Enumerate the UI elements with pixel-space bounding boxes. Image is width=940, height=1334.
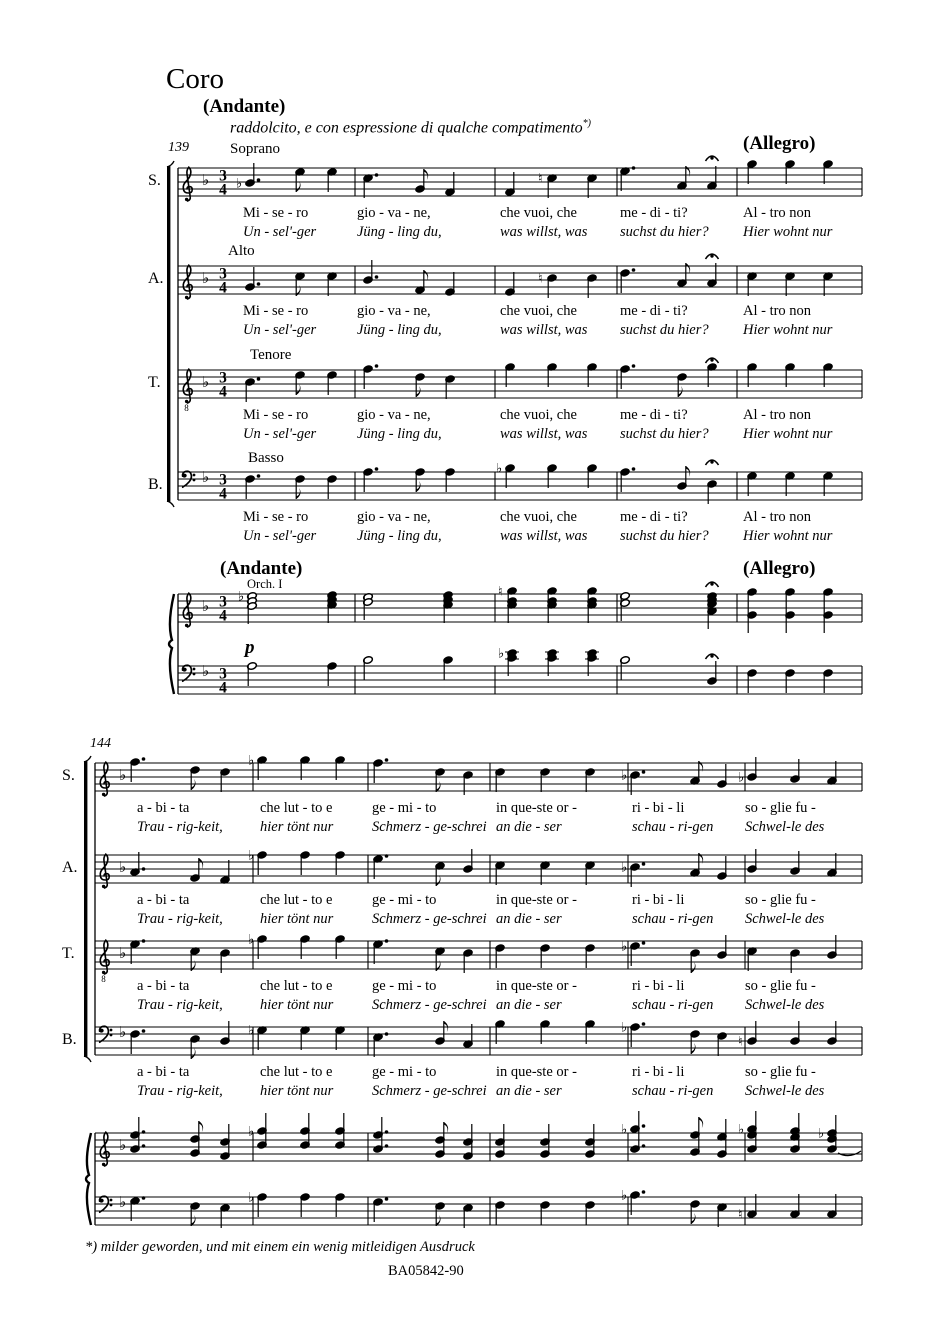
lyric-syllable-german: Schwel-le des [745,997,825,1013]
lyric-syllable-german: Un - sel'-ger [243,528,317,544]
tempo-allegro-1: (Allegro) [743,133,816,154]
accidental-icon: ♭ [621,1020,628,1036]
staff-label-a-sys2: A. [62,859,78,876]
footnote: *) milder geworden, und mit einem ein wenig mitleidigen Ausdruck [85,1239,475,1255]
staff-soprano-sys1 [178,156,862,201]
measure-number-144: 144 [90,736,111,751]
svg-text:3: 3 [219,369,227,387]
lyric-syllable-italian: che lut - to e [260,800,333,816]
lyric-syllable-italian: ri - bi - li [632,1064,685,1080]
staff-tenore-sys2 [95,933,862,985]
lyric-syllable-italian: a - bi - ta [137,800,190,816]
lyric-syllable-italian: so - glie fu - [745,1064,816,1080]
flat-key-signature-icon: ♭ [202,171,210,189]
lyric-syllable-german: Un - sel'-ger [243,322,317,338]
staff-label-t-sys2: T. [62,945,75,962]
svg-text:3: 3 [219,265,227,283]
choir-bracket [167,161,174,507]
lyric-syllable-german: schau - ri-gen [632,1083,714,1099]
staff-label-t-sys1: T. [148,374,161,391]
measure-number-139: 139 [168,140,189,155]
lyric-syllable-german: an die - ser [496,911,562,927]
voice-name-soprano: Soprano [230,141,280,157]
lyric-syllable-german: Trau - rig-keit, [137,997,223,1013]
lyric-syllable-italian: gio - va - ne, [357,303,431,319]
lyric-syllable-italian: gio - va - ne, [357,509,431,525]
accidental-icon: ♮ [738,1034,743,1050]
lyric-syllable-italian: ri - bi - li [632,978,685,994]
lyric-syllable-german: Hier wohnt nur [743,426,833,442]
accidental-icon: ♮ [538,271,543,287]
lyric-syllable-italian: Mi - se - ro [243,509,309,525]
lyric-syllable-italian: me - di - ti? [620,509,688,525]
staff-orch-lh-sys2 [95,1189,862,1229]
lyric-syllable-german: an die - ser [496,997,562,1013]
flat-key-signature-icon: ♭ [119,1136,127,1154]
lyric-syllable-german: was willst, was [500,528,588,544]
lyric-syllable-italian: che lut - to e [260,892,333,908]
plate-number: BA05842-90 [388,1263,464,1279]
svg-text:3: 3 [219,665,227,683]
lyric-syllable-german: was willst, was [500,322,588,338]
lyric-syllable-italian: in que-ste or - [496,978,577,994]
lyric-syllable-italian: a - bi - ta [137,978,190,994]
lyric-syllable-italian: so - glie fu - [745,800,816,816]
staff-tenore-sys1 [178,358,862,413]
staff-label-b-sys1: B. [148,476,163,493]
lyric-syllable-italian: che lut - to e [260,978,333,994]
lyric-syllable-italian: me - di - ti? [620,205,688,221]
lyric-syllable-german: Schmerz - ge-schrei [372,819,487,835]
svg-text:8: 8 [101,974,106,984]
flat-key-signature-icon: ♭ [202,269,210,287]
lyric-syllable-german: Jüng - ling du, [357,322,442,338]
lyric-syllable-italian: ge - mi - to [372,978,437,994]
flat-key-signature-icon: ♭ [119,944,127,962]
lyric-syllable-italian: Al - tro non [743,407,812,423]
svg-text:3: 3 [219,471,227,489]
lyric-syllable-german: Hier wohnt nur [743,224,833,240]
flat-key-signature-icon: ♭ [119,1023,127,1041]
dynamic-piano: p [245,637,255,658]
staff-basso-sys2 [95,1020,862,1059]
accidental-icon: ♭ [738,1122,745,1138]
lyric-syllable-german: suchst du hier? [620,322,709,338]
lyric-syllable-italian: Al - tro non [743,205,812,221]
lyric-syllable-italian: che lut - to e [260,1064,333,1080]
voice-name-alto: Alto [228,243,255,259]
staff-orch-lh-sys1 [178,647,862,697]
staff-alto-sys2 [95,849,862,889]
expression-footnote-mark: *) [582,118,592,129]
flat-key-signature-icon: ♭ [202,662,210,680]
lyric-syllable-german: Schwel-le des [745,819,825,835]
accidental-icon: ♭ [498,646,505,662]
lyric-syllable-italian: ge - mi - to [372,1064,437,1080]
lyric-syllable-italian: Al - tro non [743,509,812,525]
accidental-icon: ♭ [621,1122,628,1138]
lyric-syllable-german: Schwel-le des [745,911,825,927]
svg-text:3: 3 [219,593,227,611]
lyric-syllable-italian: che vuoi, che [500,303,577,319]
lyric-syllable-german: suchst du hier? [620,528,709,544]
lyric-syllable-italian: me - di - ti? [620,303,688,319]
lyric-syllable-italian: so - glie fu - [745,892,816,908]
lyric-syllable-italian: che vuoi, che [500,407,577,423]
page-title: Coro [166,63,224,95]
lyric-syllable-german: Trau - rig-keit, [137,819,223,835]
svg-text:3: 3 [219,167,227,185]
lyric-syllable-italian: Mi - se - ro [243,303,309,319]
lyric-syllable-italian: Mi - se - ro [243,205,309,221]
lyric-syllable-italian: che vuoi, che [500,509,577,525]
lyric-syllable-italian: Al - tro non [743,303,812,319]
choir-bracket [84,756,91,1062]
accidental-icon: ♭ [738,770,745,786]
lyric-syllable-italian: so - glie fu - [745,978,816,994]
piano-brace [86,1133,91,1225]
staff-alto-sys1 [178,254,862,299]
accidental-icon: ♭ [621,939,628,955]
flat-key-signature-icon: ♭ [202,597,210,615]
accidental-icon: ♭ [248,753,255,769]
tempo-andante-2: (Andante) [220,558,303,579]
lyric-syllable-german: Trau - rig-keit, [137,1083,223,1099]
accidental-icon: ♭ [236,176,243,192]
lyric-syllable-german: Schwel-le des [745,1083,825,1099]
lyric-syllable-german: Schmerz - ge-schrei [372,997,487,1013]
lyric-syllable-german: schau - ri-gen [632,911,714,927]
lyric-syllable-german: was willst, was [500,426,588,442]
accidental-icon: ♭ [248,1190,255,1206]
lyric-syllable-german: hier tönt nur [260,819,334,835]
accidental-icon: ♮ [498,584,503,600]
lyric-syllable-italian: ri - bi - li [632,892,685,908]
expression-main: raddolcito, e con espressione di qualche compatimento [230,119,583,137]
accidental-icon: ♭ [496,461,503,477]
lyric-syllable-italian: me - di - ti? [620,407,688,423]
lyric-syllable-german: Hier wohnt nur [743,528,833,544]
lyric-syllable-german: hier tönt nur [260,1083,334,1099]
lyric-syllable-german: Jüng - ling du, [357,224,442,240]
accidental-icon: ♮ [738,1207,743,1223]
tempo-allegro-2: (Allegro) [743,558,816,579]
svg-text:8: 8 [184,403,189,413]
svg-text:4: 4 [219,279,227,297]
flat-key-signature-icon: ♭ [202,373,210,391]
expression-text [230,119,591,137]
flat-key-signature-icon: ♭ [119,858,127,876]
lyric-syllable-german: an die - ser [496,1083,562,1099]
lyric-syllable-italian: in que-ste or - [496,1064,577,1080]
staff-label-s-sys1: S. [148,172,161,189]
staff-label-a-sys1: A. [148,270,164,287]
lyric-syllable-german: Hier wohnt nur [743,322,833,338]
lyric-syllable-italian: ri - bi - li [632,800,685,816]
flat-key-signature-icon: ♭ [202,468,210,486]
orchestra-label: Orch. I [247,577,283,591]
lyric-syllable-german: Un - sel'-ger [243,224,317,240]
piano-brace [169,594,174,694]
accidental-icon: ♭ [238,589,245,605]
lyric-syllable-german: Trau - rig-keit, [137,911,223,927]
flat-key-signature-icon: ♭ [119,766,127,784]
svg-text:4: 4 [219,181,227,199]
lyric-syllable-german: Schmerz - ge-schrei [372,1083,487,1099]
lyric-syllable-italian: ge - mi - to [372,892,437,908]
accidental-icon: ♭ [248,932,255,948]
staff-orch-rh-sys2 [95,1111,862,1166]
lyric-syllable-german: suchst du hier? [620,426,709,442]
lyric-syllable-italian: in que-ste or - [496,800,577,816]
voice-name-basso: Basso [248,450,284,466]
lyric-syllable-italian: ge - mi - to [372,800,437,816]
lyric-syllable-italian: gio - va - ne, [357,407,431,423]
tempo-andante-1: (Andante) [203,96,286,117]
lyric-syllable-italian: a - bi - ta [137,1064,190,1080]
svg-text:4: 4 [219,383,227,401]
lyric-syllable-italian: gio - va - ne, [357,205,431,221]
svg-text:4: 4 [219,679,227,697]
lyric-syllable-italian: a - bi - ta [137,892,190,908]
accidental-icon: ♮ [538,171,543,187]
svg-text:4: 4 [219,485,227,503]
accidental-icon: ♭ [818,1126,825,1142]
staff-soprano-sys2 [95,754,862,797]
lyric-syllable-italian: che vuoi, che [500,205,577,221]
flat-key-signature-icon: ♭ [119,1193,127,1211]
staff-label-s-sys2: S. [62,767,75,784]
lyric-syllable-german: schau - ri-gen [632,997,714,1013]
lyric-syllable-german: Jüng - ling du, [357,426,442,442]
lyric-syllable-german: Jüng - ling du, [357,528,442,544]
voice-name-tenore: Tenore [250,347,292,363]
lyric-syllable-german: hier tönt nur [260,911,334,927]
lyric-syllable-german: an die - ser [496,819,562,835]
lyric-syllable-italian: Mi - se - ro [243,407,309,423]
lyric-syllable-german: suchst du hier? [620,224,709,240]
svg-text:4: 4 [219,607,227,625]
tie-icon [838,1151,861,1156]
lyric-syllable-italian: in que-ste or - [496,892,577,908]
accidental-icon: ♭ [248,1124,255,1140]
staff-label-b-sys2: B. [62,1031,77,1048]
accidental-icon: ♭ [621,768,628,784]
lyric-syllable-german: Un - sel'-ger [243,426,317,442]
lyric-syllable-german: hier tönt nur [260,997,334,1013]
lyric-syllable-german: was willst, was [500,224,588,240]
lyric-syllable-german: schau - ri-gen [632,819,714,835]
accidental-icon: ♭ [248,848,255,864]
accidental-icon: ♭ [621,1188,628,1204]
lyric-syllable-german: Schmerz - ge-schrei [372,911,487,927]
accidental-icon: ♭ [621,860,628,876]
accidental-icon: ♭ [248,1023,255,1039]
